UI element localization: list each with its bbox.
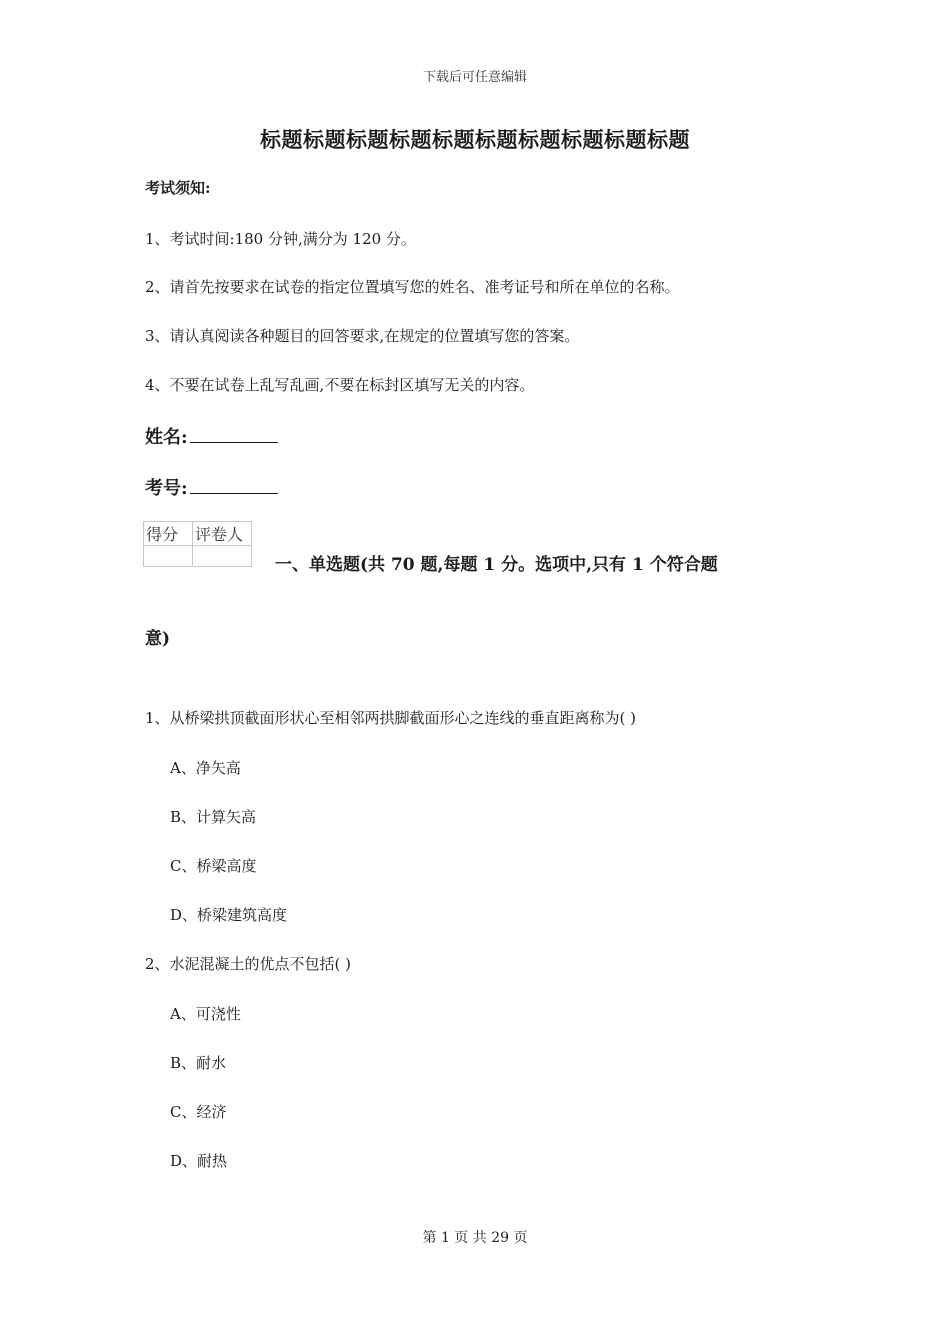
exam-number-blank[interactable] [190,477,278,494]
question-option[interactable]: A、可浇性 [170,1005,241,1023]
section-heading: 一、单选题(共 70 题,每题 1 分。选项中,只有 1 个符合题 [275,555,718,575]
notice-item: 3、请认真阅读各种题目的回答要求,在规定的位置填写您的答案。 [145,327,580,345]
notice-item: 4、不要在试卷上乱写乱画,不要在标封区填写无关的内容。 [145,376,535,394]
question-option[interactable]: C、经济 [170,1103,227,1121]
exam-number-label: 考号: [145,478,188,499]
question-option[interactable]: A、净矢高 [170,759,241,777]
name-field[interactable] [145,423,278,449]
notice-item: 1、考试时间:180 分钟,满分为 120 分。 [145,230,416,248]
question-option[interactable]: D、耐热 [170,1152,228,1170]
question-stem: 1、从桥梁拱顶截面形状心至相邻两拱脚截面形心之连线的垂直距离称为( ) [145,709,637,727]
page-footer: 第 1 页 共 29 页 [422,1230,528,1246]
exam-number-field[interactable] [145,474,278,500]
grader-header: 评卷人 [193,522,252,546]
question-option[interactable]: B、耐水 [170,1054,227,1072]
score-table [143,521,252,567]
question-option[interactable]: D、桥梁建筑高度 [170,906,288,924]
question-option[interactable]: B、计算矢高 [170,808,257,826]
header-note: 下载后可任意编辑 [422,70,527,85]
grader-cell[interactable] [193,546,252,567]
name-label: 姓名: [145,427,188,448]
notice-item: 2、请首先按要求在试卷的指定位置填写您的姓名、准考证号和所在单位的名称。 [145,278,680,296]
name-blank[interactable] [190,426,278,443]
question-option[interactable]: C、桥梁高度 [170,857,257,875]
document-title: 标题标题标题标题标题标题标题标题标题标题 [260,127,690,152]
score-cell[interactable] [144,546,193,567]
question-stem: 2、水泥混凝土的优点不包括( ) [145,955,352,973]
notice-heading: 考试须知: [145,179,211,197]
section-heading-continued: 意) [145,629,171,649]
score-header: 得分 [144,522,193,546]
